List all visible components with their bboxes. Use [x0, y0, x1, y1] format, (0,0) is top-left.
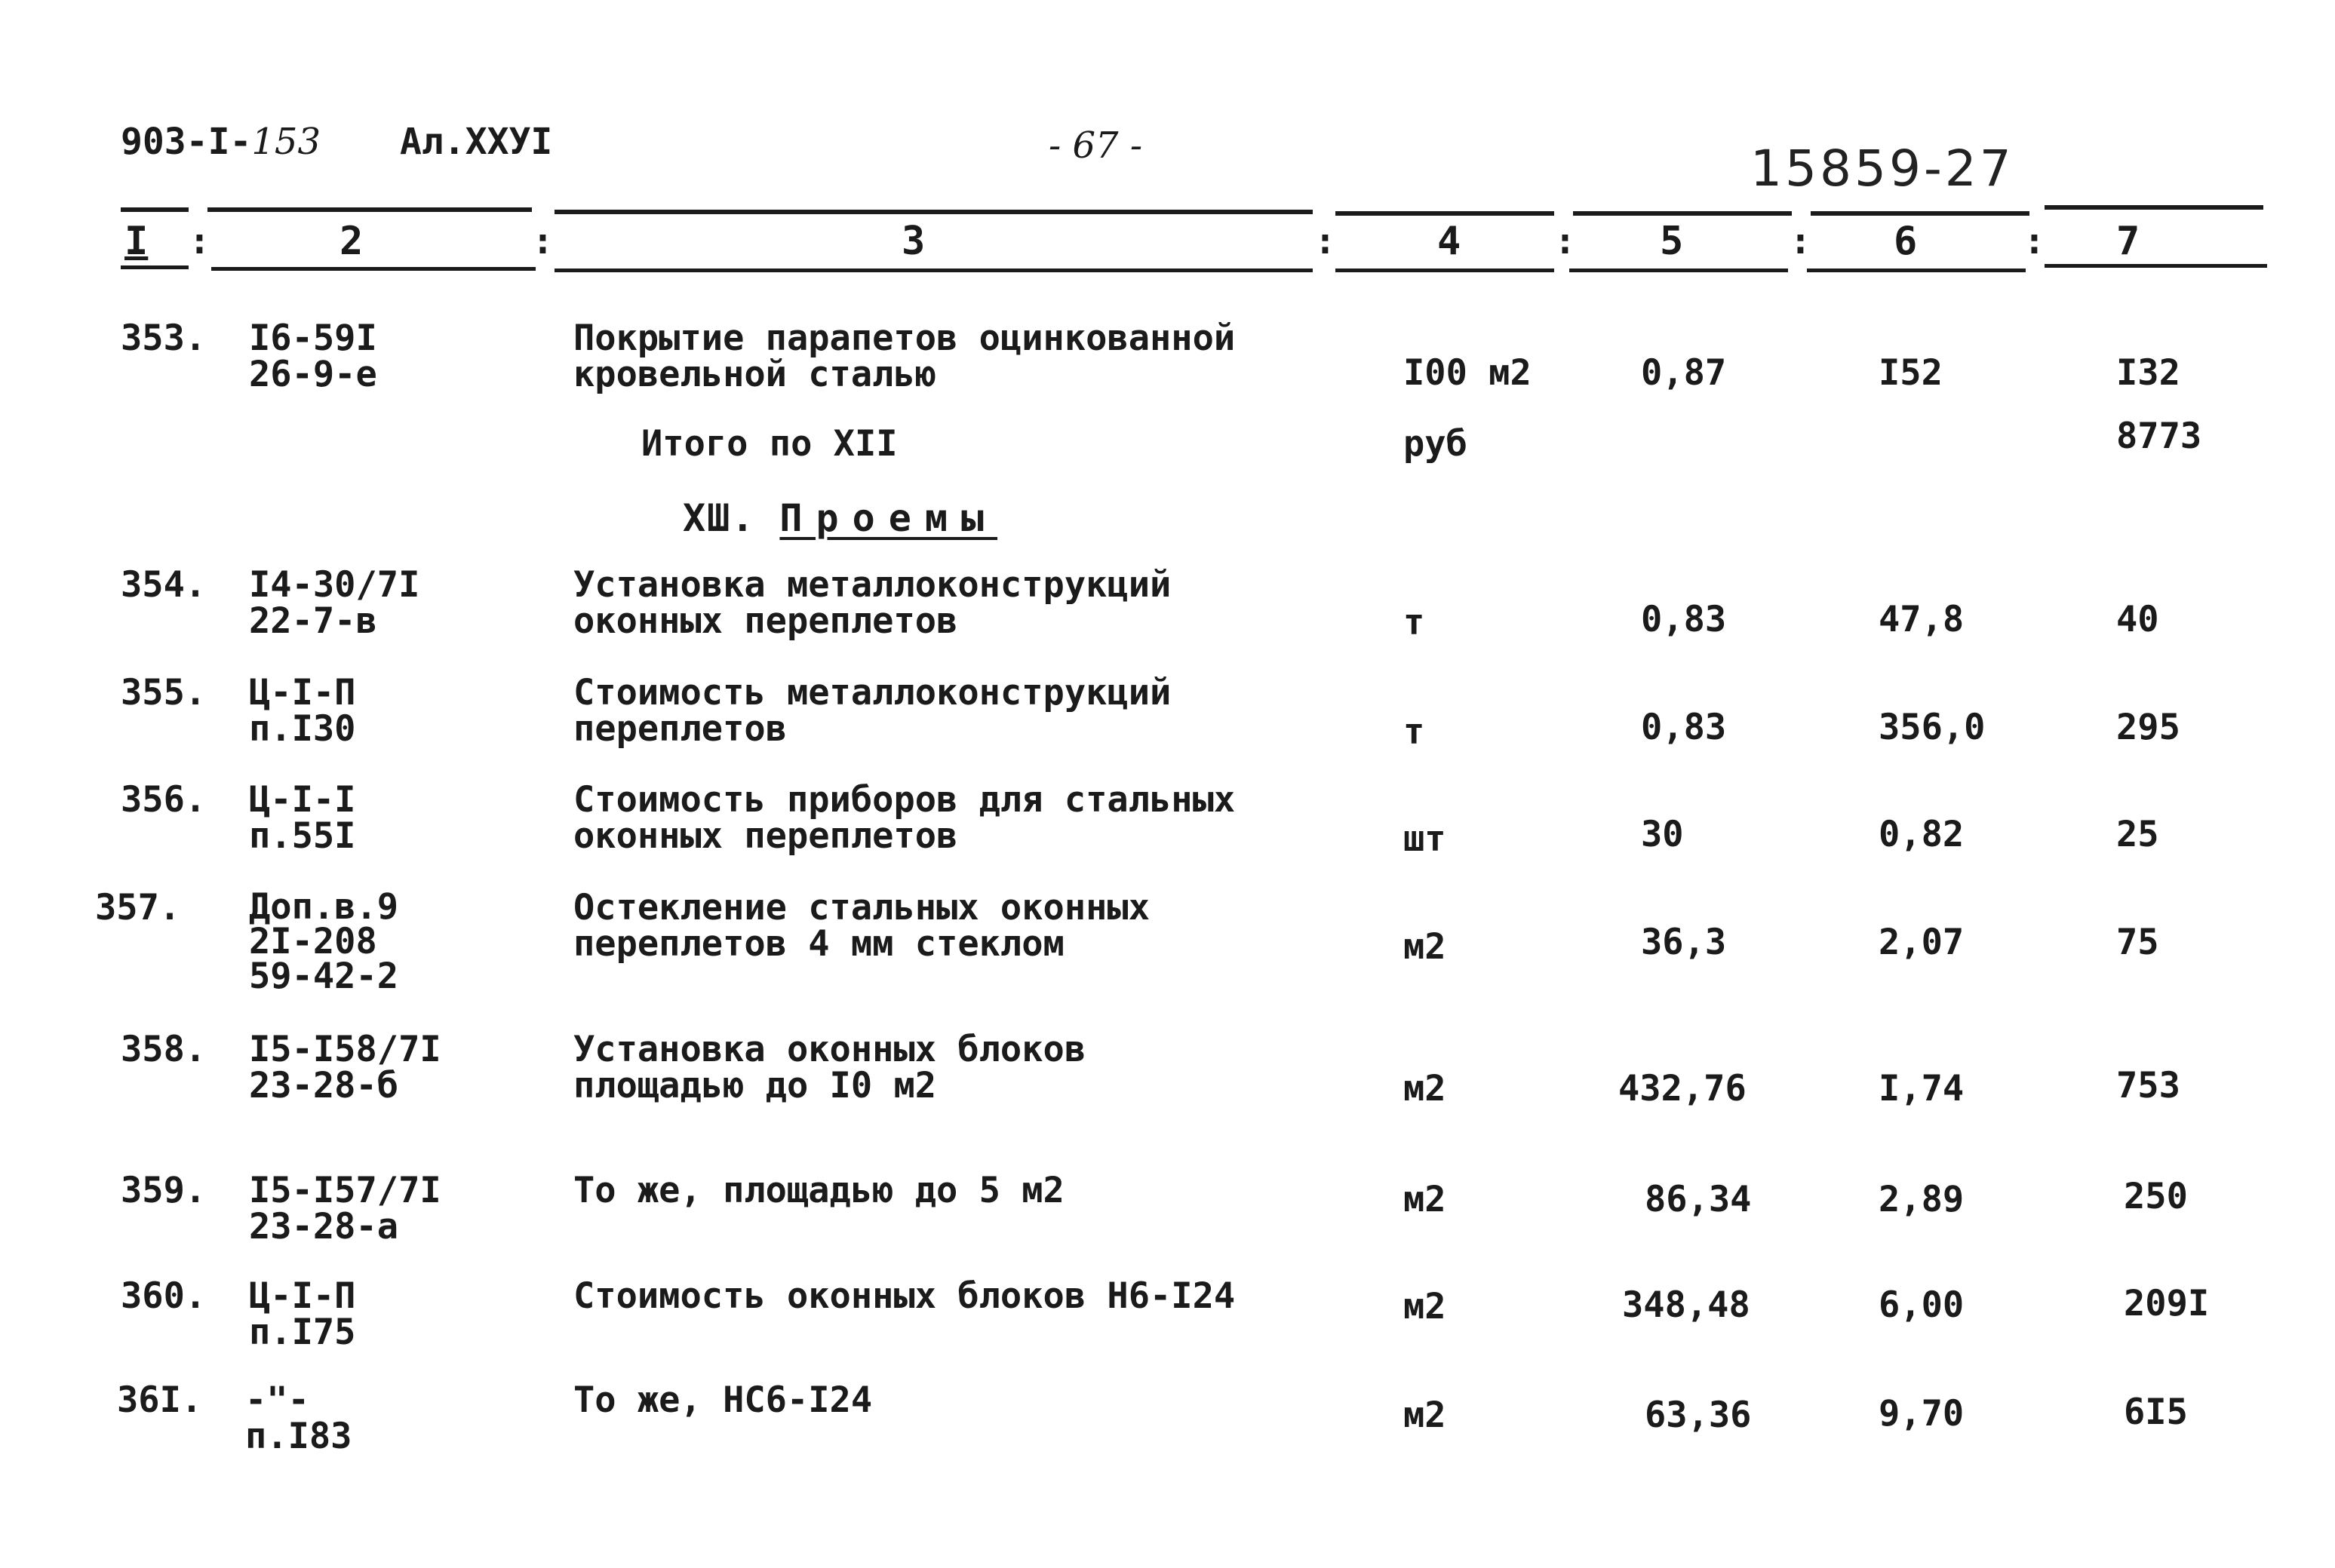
- table-top-rule: [1335, 211, 1554, 216]
- unit-price: I,74: [1879, 1068, 1965, 1109]
- total: 40: [2116, 599, 2159, 640]
- unit: м2: [1403, 1068, 1446, 1109]
- table-header-rule: [2045, 264, 2267, 268]
- row-number: 36I.: [117, 1379, 203, 1421]
- work-description: То же, НС6-I24: [573, 1379, 873, 1421]
- table-top-rule: [2045, 205, 2263, 210]
- work-description: Стоимость приборов для стальных оконных переплетов: [573, 779, 1236, 857]
- column-separator: :: [532, 220, 554, 262]
- table-top-rule: [1573, 211, 1792, 216]
- column-separator: :: [1554, 220, 1576, 262]
- table-top-rule: [121, 207, 189, 212]
- row-number: 358.: [121, 1029, 207, 1070]
- unit-price: 6,00: [1879, 1284, 1965, 1326]
- norm-code: Ц-I-П п.I30: [249, 672, 356, 750]
- unit-price: 356,0: [1879, 707, 1986, 748]
- total: 295: [2116, 707, 2180, 748]
- quantity: 36,3: [1641, 922, 1727, 963]
- unit: т: [1403, 711, 1425, 753]
- table-header-rule: [1569, 268, 1788, 272]
- subtotal-total: 8773: [2116, 416, 2202, 457]
- subtotal-unit: руб: [1403, 423, 1467, 465]
- column-separator: :: [1790, 220, 1811, 262]
- work-description: То же, площадью до 5 м2: [573, 1170, 1065, 1211]
- column-header-4: 4: [1437, 219, 1461, 264]
- total: 753: [2116, 1065, 2180, 1106]
- quantity: 0,87: [1641, 352, 1727, 394]
- column-header-7: 7: [2116, 219, 2140, 264]
- page-number: - 67 -: [1049, 124, 1143, 167]
- unit-price: 9,70: [1879, 1393, 1965, 1435]
- quantity: 0,83: [1641, 599, 1727, 640]
- row-number: 354.: [121, 564, 207, 606]
- norm-code: Доп.в.9 2I-208 59-42-2: [249, 886, 399, 997]
- column-header-2: 2: [339, 219, 364, 264]
- unit-price: 2,07: [1879, 922, 1965, 963]
- unit-price: 2,89: [1879, 1179, 1965, 1220]
- table-top-rule: [555, 210, 1313, 214]
- table-header-rule: [211, 267, 536, 271]
- norm-code: I6-59I 26-9-е: [249, 318, 377, 395]
- unit: м2: [1403, 1179, 1446, 1220]
- unit: т: [1403, 602, 1425, 643]
- work-description: Стоимость металлоконструкций переплетов: [573, 672, 1172, 750]
- table-header-rule: [1807, 268, 2026, 272]
- album-number: Ал.XXУI: [400, 121, 553, 163]
- unit-price: 0,82: [1879, 814, 1965, 855]
- section-numeral: ХШ.: [683, 496, 756, 540]
- unit: I00 м2: [1403, 352, 1532, 394]
- handwritten-number: 15859-27: [1750, 140, 2014, 198]
- norm-code: Ц-I-I п.55I: [249, 779, 356, 857]
- row-number: 360.: [121, 1275, 207, 1317]
- quantity: 0,83: [1641, 707, 1727, 748]
- doc-code-handwritten: 153: [251, 121, 321, 163]
- column-separator: :: [2023, 220, 2045, 262]
- row-number: 359.: [121, 1170, 207, 1211]
- table-header-rule: [1335, 268, 1554, 272]
- quantity: 432,76: [1618, 1068, 1747, 1109]
- column-header-6: 6: [1894, 219, 1918, 264]
- section-title: Проемы: [779, 496, 998, 540]
- unit: шт: [1403, 818, 1446, 860]
- norm-code: I5-I57/7I 23-28-а: [249, 1170, 441, 1247]
- unit: м2: [1403, 1286, 1446, 1327]
- row-number: 356.: [121, 779, 207, 821]
- total: 250: [2124, 1176, 2188, 1217]
- total: 75: [2116, 922, 2159, 963]
- unit-price: 47,8: [1879, 599, 1965, 640]
- unit: м2: [1403, 926, 1446, 968]
- quantity: 30: [1641, 814, 1684, 855]
- unit-price: I52: [1879, 352, 1943, 394]
- total: I32: [2116, 352, 2180, 394]
- norm-code: I5-I58/7I 23-28-б: [249, 1029, 441, 1106]
- norm-code: -"- п.I83: [245, 1379, 352, 1457]
- total: 25: [2116, 814, 2159, 855]
- table-top-rule: [1811, 211, 2029, 216]
- work-description: Остекление стальных оконных переплетов 4 мм стеклом: [573, 887, 1151, 965]
- column-header-3: 3: [902, 219, 926, 264]
- row-number: 357.: [95, 887, 181, 928]
- doc-code: 903-I-153: [121, 121, 321, 163]
- column-header-5: 5: [1660, 219, 1684, 264]
- quantity: 348,48: [1622, 1284, 1750, 1326]
- norm-code: I4-30/7I 22-7-в: [249, 564, 420, 642]
- section-heading: [683, 496, 997, 540]
- norm-code: Ц-I-П п.I75: [249, 1275, 356, 1353]
- row-number: 355.: [121, 672, 207, 713]
- row-number: 353.: [121, 318, 207, 359]
- work-description: Установка металлоконструкций оконных переплетов: [573, 564, 1172, 642]
- table-header-rule: [555, 268, 1313, 272]
- quantity: 63,36: [1645, 1395, 1752, 1436]
- subtotal-label: Итого по XII: [641, 423, 898, 465]
- total: 209I: [2124, 1283, 2210, 1324]
- column-separator: :: [1314, 220, 1336, 262]
- unit: м2: [1403, 1395, 1446, 1436]
- table-header-rule: [121, 265, 189, 269]
- work-description: Покрытие парапетов оцинкованной кровельной сталью: [573, 318, 1236, 395]
- work-description: Стоимость оконных блоков Н6-I24: [573, 1275, 1236, 1317]
- quantity: 86,34: [1645, 1179, 1752, 1220]
- column-header-1: I: [124, 219, 149, 264]
- column-separator: :: [189, 220, 210, 262]
- table-top-rule: [207, 207, 532, 212]
- work-description: Установка оконных блоков площадью до I0 м2: [573, 1029, 1086, 1106]
- total: 6I5: [2124, 1392, 2188, 1433]
